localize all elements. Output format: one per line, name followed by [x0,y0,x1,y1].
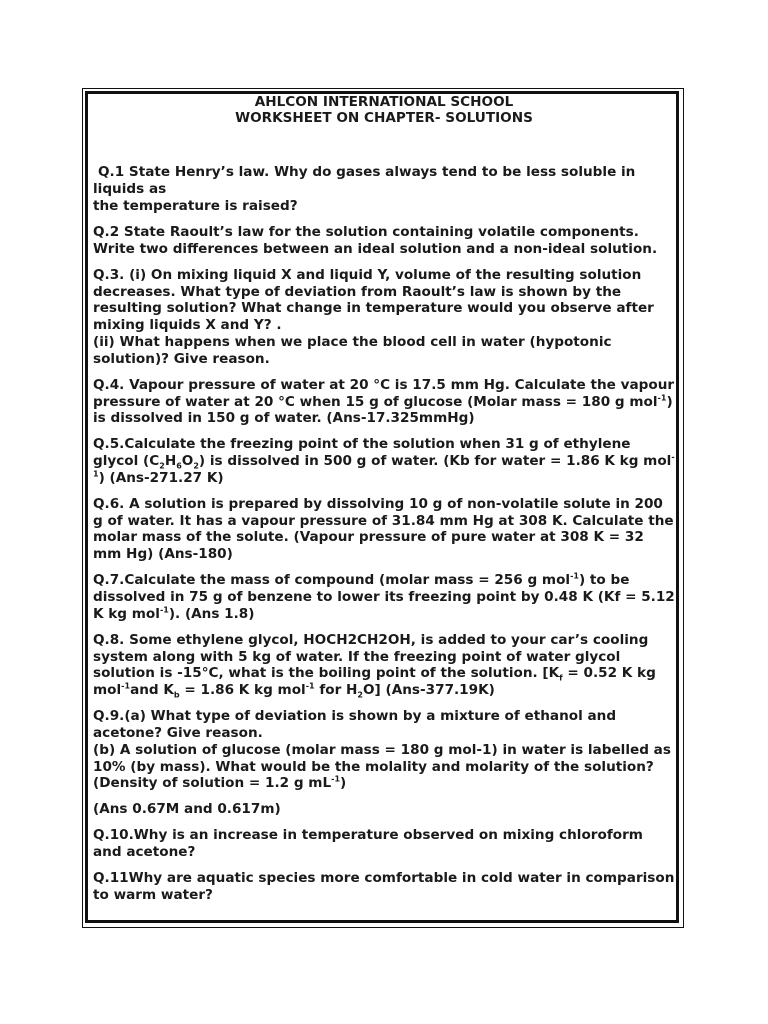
question-11: Q.11Why are aquatic species more comfortable in cold water in comparison to warm water? [93,870,675,903]
question-5-text-c: ) (Ans-271.27 K) [98,469,224,486]
question-9-part-a: Q.9.(a) What type of deviation is shown by a mixture of ethanol and acetone? Give reason. [93,708,617,742]
question-3-part-ii: (ii) What happens when we place the blood cell in water (hypotonic solution)? Give reason. [93,333,612,367]
worksheet-content [93,94,675,913]
question-7-sup-2: -1 [159,605,169,615]
question-9-sup: -1 [331,774,341,784]
question-9-part-b-close: ) [340,775,347,792]
question-8-sup-1: -1 [121,681,131,691]
question-2: Q.2 State Raoult’s law for the solution containing volatile components. Write two differences between an ideal solution and a non-ideal solution. [93,223,658,257]
question-8-sup-2: -1 [305,681,315,691]
question-8-sub-3: 2 [357,690,363,700]
question-5-sub-3: 2 [193,461,199,471]
question-5-h: H [164,453,177,470]
worksheet-header [93,94,675,126]
question-7-text-b: ) to be dissolved in 75 g of benzene to lower its freezing point by 0.48 K (Kf = 5.12 K kg mol [93,572,675,622]
question-4-text-a: Q.4. Vapour pressure of water at 20 °C is 17.5 mm Hg. Calculate the vapour pressure of water at 20 °C when 15 g of glucose (Molar mass = 180 g mol [93,376,675,410]
question-1 [93,164,675,214]
question-3 [93,267,675,368]
worksheet-title: WORKSHEET ON CHAPTER- SOLUTIONS [235,110,533,126]
question-7-text-c: ). (Ans 1.8) [168,605,255,622]
question-7 [93,572,675,622]
question-5-o: O [181,453,194,470]
question-8-sub-2: b [173,690,180,700]
question-4 [93,377,675,427]
question-8-text-a: Q.8. Some ethylene glycol, HOCH2CH2OH, is added to your car’s cooling system along with 5 kg of water. If the freezing point of water glycol solution is -15°C, what is the boiling point of the solution. [K [93,631,649,682]
question-5-text-a: Q.5.Calculate the freezing point of the solution when 31 g of ethylene glycol (C [93,436,631,470]
question-8-sub-1: f [559,674,563,684]
question-5 [93,436,675,486]
question-5-sup: -1 [93,452,675,479]
question-8-text-f: O] (Ans-377.19K) [363,682,495,699]
question-8 [93,632,675,699]
question-list [93,164,675,904]
question-9-answer: (Ans 0.67M and 0.617m) [93,801,281,818]
question-5-sub-1: 2 [159,461,165,471]
question-1-line-2: liquids as [93,180,167,197]
question-7-sup-1: -1 [570,571,579,581]
question-1-line-1: Q.1 State Henry’s law. Why do gases always tend to be less soluble in [98,164,636,180]
question-1-line-3: the temperature is raised? [93,197,298,214]
question-6: Q.6. A solution is prepared by dissolving 10 g of non-volatile solute in 200 g of water. It has a vapour pressure of 31.84 mm Hg at 308 K. Calculate the molar mass of the solute. (Vapour pressure of pure water at 308 K = 32 mm Hg) (Ans-180) [93,495,674,563]
question-4-text-b: ) is dissolved in 150 g of water. (Ans-17.325mmHg) [93,393,673,427]
question-9-part-b-text: (b) A solution of glucose (molar mass = 180 g mol-1) in water is labelled as 10% (by mass). What would be the molality and molarity of the solution? (Density of solution = 1.2 g mL [93,741,671,792]
question-5-text-b: ) is dissolved in 500 g of water. (Kb for water = 1.86 K kg mol [198,453,672,470]
question-4-sup: -1 [657,393,667,402]
question-10: Q.10.Why is an increase in temperature observed on mixing chloroform and acetone? [93,827,643,861]
question-5-sub-2: 6 [176,461,182,471]
question-8-text-b: = 0.52 K kg mol [93,665,656,699]
question-9 [93,708,675,792]
question-8-text-c: and K [130,682,174,699]
school-name: AHLCON INTERNATIONAL SCHOOL [254,94,514,110]
question-7-text-a: Q.7.Calculate the mass of compound (molar mass = 256 g mol [93,572,571,589]
question-8-text-e: for H [314,682,358,699]
question-8-text-d: = 1.86 K kg mol [179,682,306,699]
question-9-part-b [93,742,675,792]
question-3-part-i: Q.3. (i) On mixing liquid X and liquid Y, volume of the resulting solution decreases. What type of deviation from Raoult’s law is shown by the resulting solution? What change in temperature would you observe after mixing liquids X and Y? . [93,266,654,334]
